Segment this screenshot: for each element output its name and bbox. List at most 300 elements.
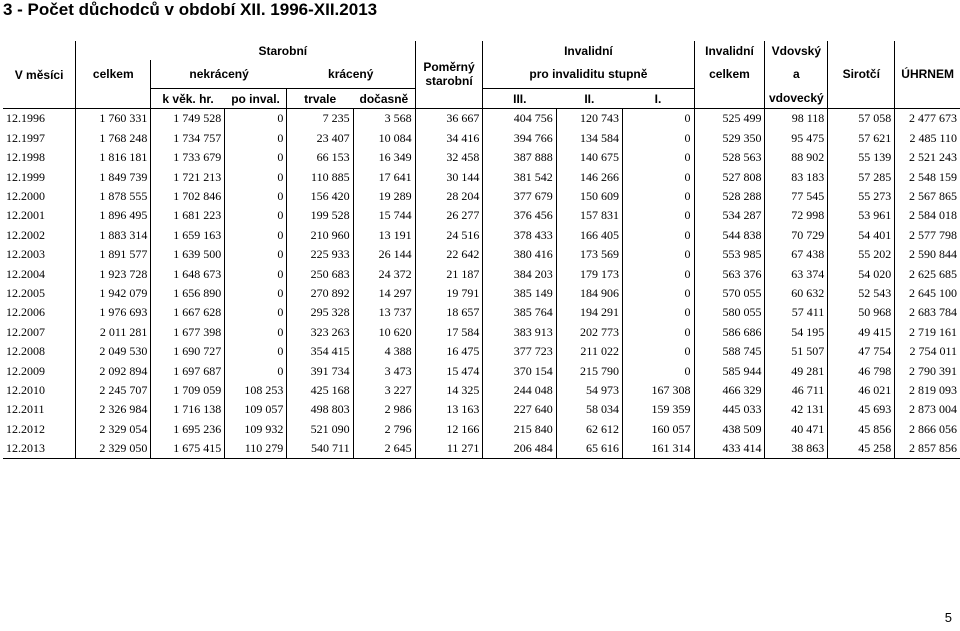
table-cell: 88 902 [765,148,828,167]
table-cell: 404 756 [483,109,556,129]
table-cell: 46 798 [828,361,895,380]
table-cell: 211 022 [556,342,622,361]
table-cell: 83 183 [765,167,828,186]
table-cell: 380 416 [483,245,556,264]
table-cell: 15 474 [415,361,483,380]
row-label-cell: 12.1998 [6,150,45,165]
table-cell: 2 577 798 [895,226,960,245]
header-kraceny: krácený [328,67,374,82]
table-cell: 108 253 [225,381,287,400]
table-cell: 11 271 [415,439,483,459]
table-cell: 0 [622,109,694,129]
table-cell: 370 154 [483,361,556,380]
table-cell: 0 [225,206,287,225]
table-cell: 46 021 [828,381,895,400]
table-cell: 1 690 727 [151,342,225,361]
table-row [3,245,960,264]
table-cell: 1 648 673 [151,264,225,283]
table-cell: 377 679 [483,187,556,206]
table-cell: 34 416 [415,129,483,148]
table-cell: 528 288 [694,187,765,206]
header-stupen-1: I. [622,88,694,108]
table-cell: 394 766 [483,129,556,148]
table-cell: 433 414 [694,439,765,459]
table-cell: 42 131 [765,400,828,419]
table-cell: 445 033 [694,400,765,419]
header-invalidni-celkem-1: Invalidní [694,41,765,60]
table-cell: 30 144 [415,167,483,186]
row-label-cell: 12.2009 [6,363,45,378]
table-cell: 425 168 [287,381,353,400]
header-row-3 [3,88,960,108]
table-cell: 57 285 [828,167,895,186]
table-cell: 62 612 [556,420,622,439]
table-cell: 1 667 628 [151,303,225,322]
table-cell: 0 [622,148,694,167]
table-cell: 0 [225,167,287,186]
page-title: 3 - Počet důchodců v období XII. 1996-XII.2013 [3,0,378,19]
pensioners-table [3,41,960,459]
header-vdovsky-2: a [765,60,828,88]
table-cell: 17 584 [415,323,483,342]
table-row [3,109,960,129]
header-celkem: celkem [76,60,151,88]
table-cell: 19 791 [415,284,483,303]
table-row [3,226,960,245]
table-cell: 77 545 [765,187,828,206]
table-cell: 0 [225,303,287,322]
table-cell: 354 415 [287,342,353,361]
table-cell: 21 187 [415,264,483,283]
table-cell: 528 563 [694,148,765,167]
table-cell: 2 477 673 [895,109,960,129]
table-cell: 40 471 [765,420,828,439]
row-label-cell: 12.2007 [6,324,45,339]
table-cell: 72 998 [765,206,828,225]
header-pro-invaliditu: pro invaliditu stupně [483,60,694,88]
table-cell: 381 542 [483,167,556,186]
table-cell: 0 [225,226,287,245]
row-label-cell: 12.2002 [6,227,45,242]
table-cell: 1 923 728 [76,264,151,283]
table-cell: 157 831 [556,206,622,225]
table-cell: 521 090 [287,420,353,439]
header-k-vek-hr: k věk. hr. [151,88,225,108]
table-cell: 0 [622,284,694,303]
header-pomerny-starobni [415,60,483,88]
table-cell: 0 [225,264,287,283]
table-cell: 2 986 [353,400,415,419]
table-cell: 0 [622,303,694,322]
table-cell: 24 516 [415,226,483,245]
table-cell: 58 034 [556,400,622,419]
table-cell: 15 744 [353,206,415,225]
header-pomerny: Poměrný [423,60,475,75]
table-cell: 270 892 [287,284,353,303]
table-cell: 2 873 004 [895,400,960,419]
table-cell: 2 625 685 [895,264,960,283]
table-cell: 57 411 [765,303,828,322]
table-cell: 120 743 [556,109,622,129]
table-cell: 1 639 500 [151,245,225,264]
row-label-cell: 12.2012 [6,421,45,436]
table-cell: 28 204 [415,187,483,206]
table-cell: 12 166 [415,420,483,439]
table-cell: 13 163 [415,400,483,419]
table-cell: 385 149 [483,284,556,303]
table-cell: 2 329 054 [76,420,151,439]
table-cell: 110 279 [225,439,287,459]
table-cell: 215 790 [556,361,622,380]
table-cell: 1 656 890 [151,284,225,303]
table-cell: 184 906 [556,284,622,303]
table-cell: 22 642 [415,245,483,264]
table-cell: 57 621 [828,129,895,148]
header-stupen-3: III. [483,88,556,108]
table-cell: 1 768 248 [76,129,151,148]
table-cell: 2 683 784 [895,303,960,322]
table-cell: 1 677 398 [151,323,225,342]
header-invalidni-celkem-2: celkem [694,60,765,88]
row-label-cell: 12.2006 [6,305,45,320]
table-cell: 65 616 [556,439,622,459]
table-cell: 0 [225,361,287,380]
table-cell: 1 702 846 [151,187,225,206]
table-cell: 553 985 [694,245,765,264]
table-cell: 1 878 555 [76,187,151,206]
table-cell: 13 191 [353,226,415,245]
table-cell: 0 [225,342,287,361]
table-cell: 2 485 110 [895,129,960,148]
table-cell: 2 092 894 [76,361,151,380]
table-cell: 1 709 059 [151,381,225,400]
table-cell: 146 266 [556,167,622,186]
table-cell: 57 058 [828,109,895,129]
table-row [3,381,960,400]
table-cell: 19 289 [353,187,415,206]
table-cell: 23 407 [287,129,353,148]
table-cell: 2 590 844 [895,245,960,264]
table-cell: 1 716 138 [151,400,225,419]
table-row [3,361,960,380]
table-cell: 0 [225,129,287,148]
table-cell: 109 057 [225,400,287,419]
table-cell: 55 139 [828,148,895,167]
header-trvale: trvale [287,88,353,108]
table-cell: 383 913 [483,323,556,342]
table-cell: 563 376 [694,264,765,283]
header-uhrnem: ÚHRNEM [895,60,960,88]
table-cell: 160 057 [622,420,694,439]
table-cell: 2 819 093 [895,381,960,400]
header-pomerny-2: starobní [425,74,473,89]
table-cell: 0 [622,323,694,342]
header-docasne: dočasně [353,88,415,108]
table-cell: 50 968 [828,303,895,322]
table-cell: 18 657 [415,303,483,322]
table-cell: 24 372 [353,264,415,283]
table-row [3,187,960,206]
table-cell: 66 153 [287,148,353,167]
header-v-mesici: V měsíci [14,67,64,82]
row-label-cell: 12.1999 [6,169,45,184]
table-cell: 0 [225,109,287,129]
table-cell: 1 976 693 [76,303,151,322]
row-label-cell: 12.1996 [6,111,45,126]
table-cell: 54 401 [828,226,895,245]
table-cell: 2 857 856 [895,439,960,459]
table-cell: 110 885 [287,167,353,186]
table-cell: 2 326 984 [76,400,151,419]
table-cell: 225 933 [287,245,353,264]
table-cell: 26 144 [353,245,415,264]
table-cell: 527 808 [694,167,765,186]
table-cell: 54 020 [828,264,895,283]
table-cell: 2 645 100 [895,284,960,303]
table-cell: 47 754 [828,342,895,361]
table-cell: 150 609 [556,187,622,206]
table-cell: 0 [622,129,694,148]
table-cell: 194 291 [556,303,622,322]
table-cell: 55 273 [828,187,895,206]
table-cell: 378 433 [483,226,556,245]
table-cell: 49 281 [765,361,828,380]
table-cell: 2 548 159 [895,167,960,186]
table-cell: 202 773 [556,323,622,342]
table-cell: 586 686 [694,323,765,342]
table-row [3,439,960,459]
table-cell: 1 942 079 [76,284,151,303]
table-cell: 51 507 [765,342,828,361]
table-cell: 13 737 [353,303,415,322]
table-cell: 0 [225,245,287,264]
table-cell: 36 667 [415,109,483,129]
table-cell: 2 567 865 [895,187,960,206]
table-cell: 1 760 331 [76,109,151,129]
table-cell: 7 235 [287,109,353,129]
header-row-2 [3,60,960,88]
table-cell: 2 049 530 [76,342,151,361]
table-cell: 215 840 [483,420,556,439]
table-cell: 377 723 [483,342,556,361]
table-cell: 156 420 [287,187,353,206]
table-cell: 63 374 [765,264,828,283]
table-cell: 384 203 [483,264,556,283]
table-cell: 60 632 [765,284,828,303]
table-cell: 1 816 181 [76,148,151,167]
header-nekraceny: nekrácený [151,60,287,88]
table-row [3,167,960,186]
table-cell: 544 838 [694,226,765,245]
table-cell: 16 475 [415,342,483,361]
table-cell: 0 [225,187,287,206]
row-label-cell: 12.2004 [6,266,45,281]
table-cell: 52 543 [828,284,895,303]
table-cell: 206 484 [483,439,556,459]
table-cell: 0 [622,206,694,225]
table-cell: 1 883 314 [76,226,151,245]
table-cell: 2 754 011 [895,342,960,361]
table-cell: 1 695 236 [151,420,225,439]
table-cell: 166 405 [556,226,622,245]
table-cell: 387 888 [483,148,556,167]
table-cell: 17 641 [353,167,415,186]
table-cell: 2 719 161 [895,323,960,342]
table-cell: 67 438 [765,245,828,264]
table-cell: 54 195 [765,323,828,342]
table-cell: 0 [225,148,287,167]
table-cell: 1 659 163 [151,226,225,245]
table-cell: 438 509 [694,420,765,439]
table-cell: 0 [622,264,694,283]
table-cell: 1 849 739 [76,167,151,186]
table-row [3,284,960,303]
table-cell: 0 [225,284,287,303]
table-cell: 2 245 707 [76,381,151,400]
row-label-cell: 12.2003 [6,247,45,262]
row-label-cell: 12.2013 [3,439,76,459]
table-row [3,264,960,283]
table-cell: 580 055 [694,303,765,322]
table-row [3,129,960,148]
table-cell: 53 961 [828,206,895,225]
table-cell: 159 359 [622,400,694,419]
header-invalidni: Invalidní [483,41,694,60]
table-cell: 2 329 050 [76,439,151,459]
table-cell: 1 891 577 [76,245,151,264]
table-cell: 498 803 [287,400,353,419]
table-cell: 55 202 [828,245,895,264]
header-starobni: Starobní [258,43,308,58]
table-cell: 45 258 [828,439,895,459]
table-cell: 585 944 [694,361,765,380]
table-cell: 385 764 [483,303,556,322]
table-cell: 0 [622,245,694,264]
table-cell: 529 350 [694,129,765,148]
table-row [3,148,960,167]
table-cell: 167 308 [622,381,694,400]
table-cell: 1 733 679 [151,148,225,167]
table-cell: 98 118 [765,109,828,129]
row-label-cell: 12.1997 [6,130,45,145]
table-cell: 10 084 [353,129,415,148]
table-cell: 588 745 [694,342,765,361]
table-cell: 2 866 056 [895,420,960,439]
table-cell: 46 711 [765,381,828,400]
table-cell: 3 568 [353,109,415,129]
table-cell: 0 [622,361,694,380]
table-body [3,109,960,459]
table-cell: 1 681 223 [151,206,225,225]
table-cell: 570 055 [694,284,765,303]
header-stupen-2: II. [556,88,622,108]
table-cell: 2 521 243 [895,148,960,167]
table-cell: 2 011 281 [76,323,151,342]
table-cell: 134 584 [556,129,622,148]
table-cell: 140 675 [556,148,622,167]
table-cell: 2 790 391 [895,361,960,380]
header-vdovsky-3: vdovecký [765,88,828,108]
table-cell: 1 675 415 [151,439,225,459]
table-cell: 199 528 [287,206,353,225]
table-row [3,342,960,361]
table-row [3,420,960,439]
table-cell: 10 620 [353,323,415,342]
row-label-cell: 12.2010 [6,382,45,397]
row-label-cell: 12.2001 [6,208,45,223]
table-cell: 391 734 [287,361,353,380]
table-row [3,303,960,322]
table-cell: 1 697 687 [151,361,225,380]
table-cell: 3 227 [353,381,415,400]
table-cell: 26 277 [415,206,483,225]
header-row-1 [3,41,960,60]
table-row [3,206,960,225]
table-cell: 295 328 [287,303,353,322]
header-sirotci: Sirotčí [828,60,895,88]
table-cell: 1 896 495 [76,206,151,225]
table-cell: 109 932 [225,420,287,439]
table-cell: 2 796 [353,420,415,439]
table-cell: 0 [225,323,287,342]
table-cell: 227 640 [483,400,556,419]
table-cell: 466 329 [694,381,765,400]
table-cell: 323 263 [287,323,353,342]
table-cell: 0 [622,226,694,245]
table-cell: 525 499 [694,109,765,129]
table-cell: 179 173 [556,264,622,283]
table-cell: 244 048 [483,381,556,400]
table-cell: 3 473 [353,361,415,380]
table-cell: 250 683 [287,264,353,283]
table-cell: 2 645 [353,439,415,459]
table-cell: 161 314 [622,439,694,459]
table-cell: 2 584 018 [895,206,960,225]
table-cell: 1 721 213 [151,167,225,186]
table-cell: 16 349 [353,148,415,167]
table-cell: 540 711 [287,439,353,459]
table-cell: 45 693 [828,400,895,419]
row-label-cell: 12.2011 [6,402,45,417]
header-vdovsky-1: Vdovský [765,41,828,60]
row-label-cell: 12.2000 [6,189,45,204]
table-cell: 95 475 [765,129,828,148]
table-cell: 1 749 528 [151,109,225,129]
table-row [3,400,960,419]
table-cell: 1 734 757 [151,129,225,148]
table-cell: 32 458 [415,148,483,167]
table-cell: 38 863 [765,439,828,459]
table-cell: 4 388 [353,342,415,361]
table-cell: 173 569 [556,245,622,264]
table-cell: 0 [622,187,694,206]
table-cell: 49 415 [828,323,895,342]
table-cell: 210 960 [287,226,353,245]
table-cell: 14 325 [415,381,483,400]
table-cell: 70 729 [765,226,828,245]
row-label-cell: 12.2008 [6,344,45,359]
row-label-cell: 12.2005 [6,285,45,300]
table-row [3,323,960,342]
table-cell: 0 [622,167,694,186]
table-cell: 376 456 [483,206,556,225]
page-number: 5 [944,610,952,625]
table-cell: 534 287 [694,206,765,225]
table-cell: 45 856 [828,420,895,439]
table-cell: 54 973 [556,381,622,400]
table-cell: 0 [622,342,694,361]
header-po-inval: po inval. [225,88,287,108]
